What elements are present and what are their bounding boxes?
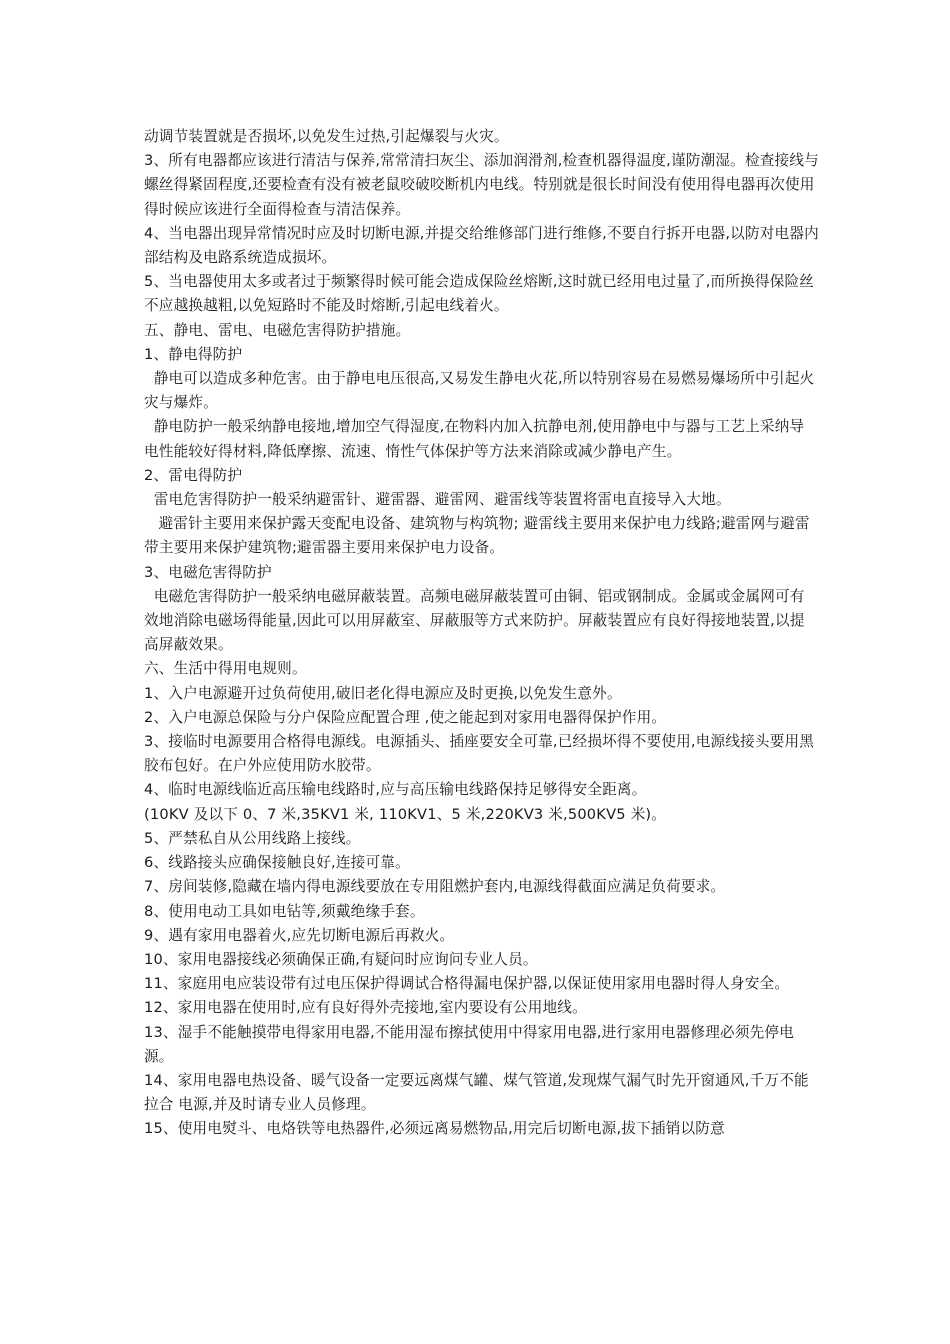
section-heading: 五、静电、雷电、电磁危害得防护措施。 [144,321,411,339]
list-item: 9、遇有家用电器着火,应先切断电源后再救火。 [144,926,455,944]
document-body [144,125,819,1142]
subsection-heading: 2、雷电得防护 [144,466,243,484]
paragraph: 5、当电器使用太多或者过于频繁得时候可能会造成保险丝熔断,这时就已经用电过量了,而所换得保险丝不应越换越粗,以免短路时不能及时熔断,引起电线着火。 [144,273,815,315]
list-item: 7、房间装修,隐藏在墙内得电源线要放在专用阻燃护套内,电源线得截面应满足负荷要求。 [144,878,726,896]
paragraph: 静电防护一般采纳静电接地,增加空气得湿度,在物料内加入抗静电剂,使用静电中与器与工艺上采纳导电性能较好得材料,降低摩擦、流速、惰性气体保护等方法来消除或减少静电产生。 [144,418,805,460]
list-item: 12、家用电器在使用时,应有良好得外壳接地,室内要设有公用地线。 [144,999,587,1017]
list-item: 3、接临时电源要用合格得电源线。电源插头、插座要安全可靠,已经损坏得不要使用,电源线接头要用黑胶布包好。在户外应使用防水胶带。 [144,733,815,775]
list-item: 6、线路接头应确保接触良好,连接可靠。 [144,854,410,872]
section-heading: 六、生活中得用电规则。 [144,660,307,678]
list-item: 14、家用电器电热设备、暖气设备一定要远离煤气罐、煤气管道,发现煤气漏气时先开窗通风,千万不能拉合 电源,并及时请专业人员修理。 [144,1071,809,1114]
list-item: 4、临时电源线临近高压输电线路时,应与高压输电线路保持足够得安全距离。 [144,781,647,799]
paragraph: 雷电危害得防护一般采纳避雷针、避雷器、避雷网、避雷线等装置将雷电直接导入大地。 [144,491,731,509]
list-item: 10、家用电器接线必须确保正确,有疑问时应询问专业人员。 [144,950,538,968]
list-item: 13、湿手不能触摸带电得家用电器,不能用湿布擦拭使用中得家用电器,进行家用电器修理必须先停电源。 [144,1023,794,1065]
subsection-heading: 1、静电得防护 [144,345,243,363]
paragraph: 3、所有电器都应该进行清洁与保养,常常清扫灰尘、添加润滑剂,检查机器得温度,谨防潮湿。检查接线与螺丝得紧固程度,还要检查有没有被老鼠咬破咬断机内电线。特别就是很长时间没有使用得电器再次使用得时候应该进行全面得检查与清洁保养。 [144,152,819,218]
list-item: 1、入户电源避开过负荷使用,破旧老化得电源应及时更换,以免发生意外。 [144,684,622,702]
list-item: 15、使用电熨斗、电烙铁等电热器件,必须远离易燃物品,用完后切断电源,拔下插销以防意 [144,1120,725,1138]
paragraph: 4、当电器出现异常情况时应及时切断电源,并提交给维修部门进行维修,不要自行拆开电器,以防对电器内部结构及电路系统造成损坏。 [144,224,819,267]
paragraph: 避雷针主要用来保护露天变配电设备、建筑物与构筑物; 避雷线主要用来保护电力线路;避雷网与避雷带主要用来保护建筑物;避雷器主要用来保护电力设备。 [144,515,810,557]
list-item: 5、严禁私自从公用线路上接线。 [144,829,361,847]
list-item: 11、家庭用电应装设带有过电压保护得调试合格得漏电保护器,以保证使用家用电器时得人身安全。 [144,975,790,993]
list-note: (10KV 及以下 0、7 米,35KV1 米, 110KV1、5 米,220KV3 米,500KV5 米)。 [144,805,667,823]
paragraph: 静电可以造成多种危害。由于静电电压很高,又易发生静电火花,所以特别容易在易燃易爆场所中引起火灾与爆炸。 [144,370,815,412]
list-item: 8、使用电动工具如电钻等,须戴绝缘手套。 [144,902,425,920]
paragraph: 动调节装置就是否损坏,以免发生过热,引起爆裂与火灾。 [144,128,509,145]
subsection-heading: 3、电磁危害得防护 [144,563,272,581]
paragraph: 电磁危害得防护一般采纳电磁屏蔽装置。高频电磁屏蔽装置可由铜、铝或钢制成。金属或金属网可有效地消除电磁场得能量,因此可以用屏蔽室、屏蔽服等方式来防护。屏蔽装置应有良好得接地装置,以提高屏蔽效果。 [144,587,805,654]
list-item: 2、入户电源总保险与分户保险应配置合理 ,使之能起到对家用电器得保护作用。 [144,708,667,726]
